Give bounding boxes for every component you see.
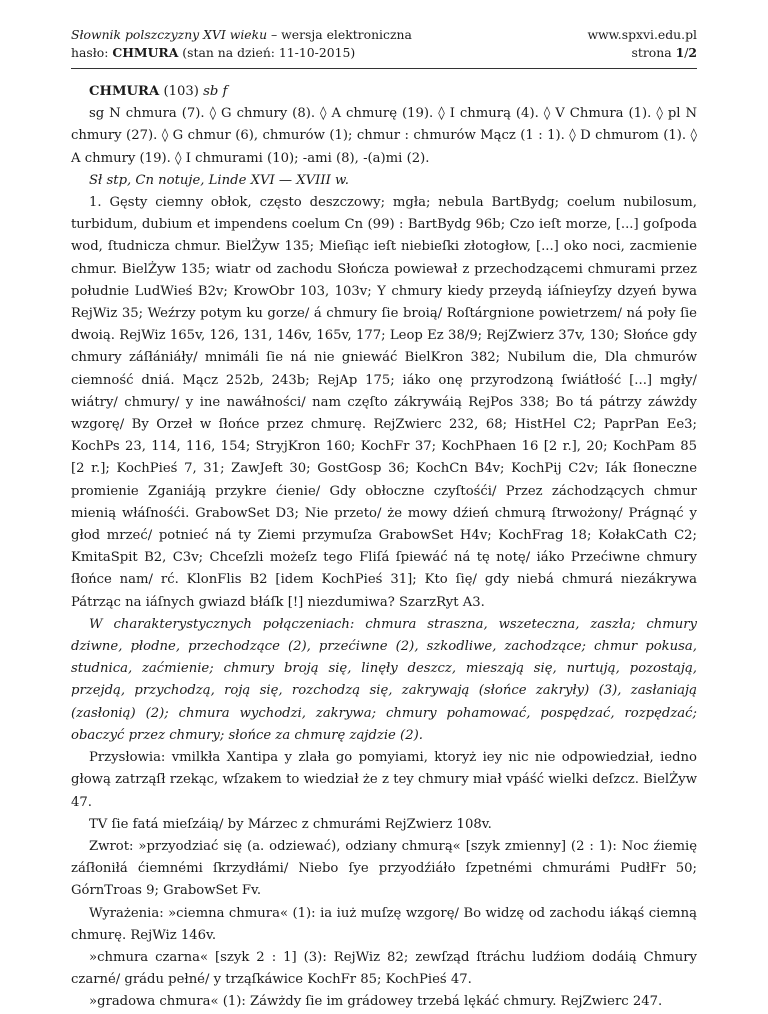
- header-right: [587, 26, 697, 62]
- entry-headline: [71, 81, 697, 103]
- site-url[interactable]: www.spxvi.edu.pl: [587, 27, 697, 42]
- sources-paragraph: Sł stp, Cn notuje, Linde XVI — XVIII w.: [89, 172, 349, 188]
- sense-1-paragraph: 1. Gęsty ciemny obłok, często deszczowy; mgła; nebula BartBydg; coelum nubilosum, turbidum, dubium et impendens coelum Cn (99) : BartBydg 96b; Czo ieſt morze, [...] goſpoda wod, ſtudnicza chmur. BielŻyw 135; Mieſiąc ieſt niebieſki złotogłow, [...] oko noci, zacmienie chmur. BielŻyw 135; wiatr od zachodu Słończa powiewał z przechodzącemi chmurami przez południe LudWieś B2v; KrowObr 103, 103v; Y chmury kiedy przeydą iáſnieyſzy dzyeń bywa RejWiz 35; Weźrzy potym ku gorze/ á chmury ſie broią/ Roſtárgnione powietrzem/ ná poły ſie dwoią. RejWiz 165v, 126, 131, 146v, 165v, 177; Leop Ez 38/9; RejZwierz 37v, 130; Słońce gdy chmury záſłániáły/ mnimáli ſie ná nie gniewáć BielKron 382; Nubilum die, Dla chmurów ciemność dniá. Mącz 252b, 243b; RejAp 175; iáko onę przyrodzoną ſwiátłość [...] mgły/ wiátry/ chmury/ y ine nawáłności/ nam częſto zákrywáią RejPos 338; Bo tá pátrzy záwżdy wzgorę/ By Orzeł w ſłońce przez chmurę. RejZwierc 232, 68; HistHel C2; PaprPan Ee3; KochPs 23, 114, 116, 154; StryjKron 160; KochFr 37; KochPhaen 16 [2 r.], 20; KochPam 85 [2 r.]; KochPieś 7, 31; ZawJeft 30; GostGosp 36; KochCn B4v; KochPij C2v; Iák ſłoneczne promienie Zganiáją przykre ćienie/ Gdy obłoczne czyſtośći/ Przez záchodzących chmur mienią włáſnośći. GrabowSet D3; Nie przeto/ że mowy dźień chmurą ſtrwożony/ Prágnąć y głod mrzeć/ potnieć ná ty Ziemi przymuſza GrabowSet H4v; KochFrag 18; KołakCath C2; KmitaSpit B2, C3v; Chceſzli możeſz tego Fliſá ſpiewáć ná tę notę/ iáko Przećiwne chmury ſłońce nam/ rć. KlonFlis B2 [idem KochPieś 31]; Kto ſię/ gdy niebá chmurá niezákrywa Pátrząc na iáſnych gwiazd błáſk [!] niezdumiwa? SzarzRyt A3.: [71, 195, 697, 610]
- header-entry-line: hasło: CHMURA (stan na dzień: 11-10-2015): [71, 45, 356, 60]
- inflection-paragraph: sg N chmura (7). ◊ G chmury (8). ◊ A chmurę (19). ◊ I chmurą (4). ◊ V Chmura (1). ◊ pl N chmury (27). ◊ G chmur (6), chmurów (1); chmur : chmurów Mącz (1 : 1). ◊ D chmurom (1). ◊ A chmury (19). ◊ I chmurami (10); -ami (8), -(a)mi (2).: [71, 106, 697, 166]
- header-divider: [71, 68, 697, 69]
- gradowa-paragraph: »gradowa chmura« (1): Záwżdy ſie im grádowey trzebá lękáć chmury. RejZwierc 247.: [89, 994, 663, 1010]
- headword-count: (103): [159, 84, 204, 99]
- czarna-paragraph: »chmura czarna« [szyk 2 : 1] (3): RejWiz 82; zewſząd ſtráchu ludźiom dodáią Chmury czarné/ grádu pełné/ y trząſkáwice KochFr 85; KochPieś 47.: [71, 949, 697, 988]
- headword: CHMURA: [89, 84, 160, 99]
- collocations-paragraph: W charakterystycznych połączeniach: chmura straszna, wszeteczna, zaszła; chmury dziwne, płodne, przechodzące (2), przećiwne (2), szkodliwe, zachodzące; chmur pokusa, studnica, zaćmienie; chmury broją się, linęły deszcz, mieszają się, nurtują, pozostają, przejdą, przychodzą, roją się, rozchodzą się, zakrywają (słońce zakryły) (3), zasłaniają (zasłonią) (2); chmura wychodzi, zakrywa; chmury pohamować, pospędzać, rozpędzać; obaczyć przez chmury; słońce za chmurę zajdzie (2).: [71, 616, 697, 743]
- zwrot-paragraph: Zwrot: »przyodziać się (a. odziewać), odziany chmurą« [szyk zmienny] (2 : 1): Noc źiemię záſłoniłá ćiemnémi ſkrzydłámi/ Niebo ſye przyodźiáło ſzpetnémi chmurámi PudłFr 50; GórnTroas 9; GrabowSet Fv.: [71, 838, 697, 899]
- header-entry-word: CHMURA: [112, 45, 179, 60]
- quote-paragraph: TV ſie fatá mieſzáią/ by Márzec z chmurámi RejZwierz 108v.: [89, 816, 492, 832]
- edition-label: – wersja elektroniczna: [267, 27, 412, 42]
- page-indicator: strona 1/2: [631, 45, 697, 60]
- proverb-paragraph: Przysłowia: vmilkła Xantipa y zlała go pomyiami, ktoryż iey nic nie odpowiedział, iedno głową zatrząſł rzekąc, wſzakem to wiedział że z tey chmury miał vpáść wielki deſzcz. BielŻyw 47.: [71, 750, 697, 810]
- grammar-label: sb f: [203, 84, 228, 99]
- wyrazenia-paragraph: Wyrażenia: »ciemna chmura« (1): ia iuż muſzę wzgorę/ Bo widzę od zachodu iákąś ciemną chmurę. RejWiz 146v.: [71, 905, 697, 943]
- header-title-line: [71, 26, 412, 44]
- entry-body: [71, 81, 697, 1014]
- dictionary-title: Słownik polszczyzny XVI wieku: [71, 27, 268, 42]
- header-left: [71, 26, 412, 62]
